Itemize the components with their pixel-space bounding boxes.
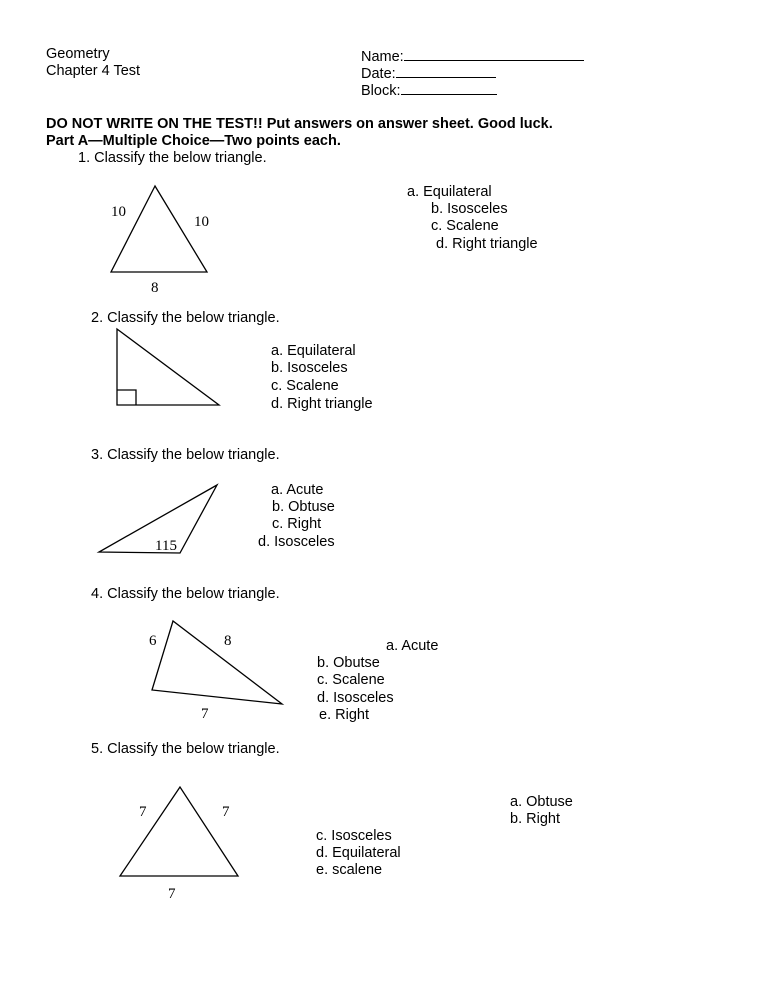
q5-side-label-right: 7 <box>222 804 230 820</box>
q4-choice-b: b. Obutse <box>317 655 380 671</box>
q4-choice-e: e. Right <box>319 707 369 723</box>
q1-side-label-right: 10 <box>194 214 209 230</box>
question-4-prompt: 4. Classify the below triangle. <box>91 586 280 602</box>
q3-choice-c: c. Right <box>272 516 322 532</box>
q2-choice-b: b. Isosceles <box>271 360 348 376</box>
test-title: Chapter 4 Test <box>46 63 141 79</box>
q5-side-label-left: 7 <box>139 804 147 820</box>
q4-side-label-bottom: 7 <box>201 706 209 722</box>
question-5-prompt: 5. Classify the below triangle. <box>91 741 280 757</box>
question-3-prompt: 3. Classify the below triangle. <box>91 447 280 463</box>
triangle-4 <box>152 621 282 704</box>
q5-side-label-bottom: 7 <box>168 886 176 902</box>
question-2-prompt: 2. Classify the below triangle. <box>91 310 280 326</box>
q3-choice-d: d. Isosceles <box>258 534 335 550</box>
triangle-2 <box>117 329 219 405</box>
q1-choice-d: d. Right triangle <box>436 236 538 252</box>
q4-choice-a: a. Acute <box>386 638 439 654</box>
block-label: Block: <box>361 83 401 99</box>
triangle-1 <box>111 186 207 272</box>
q4-side-label-right: 8 <box>224 633 232 649</box>
q5-choice-e: e. scalene <box>316 862 383 878</box>
part-a-heading: Part A—Multiple Choice—Two points each. <box>46 133 341 149</box>
q1-choice-c: c. Scalene <box>431 218 499 234</box>
q5-choice-b: b. Right <box>510 811 560 827</box>
triangle-5 <box>120 787 238 876</box>
question-1-prompt: 1. Classify the below triangle. <box>78 150 267 166</box>
q1-side-label-bottom: 8 <box>151 280 159 296</box>
q3-choice-a: a. Acute <box>271 482 324 498</box>
q1-side-label-left: 10 <box>111 204 126 220</box>
q5-choice-a: a. Obtuse <box>510 794 573 810</box>
instructions-line: DO NOT WRITE ON THE TEST!! Put answers on answer sheet. Good luck. <box>46 116 553 132</box>
q4-side-label-left: 6 <box>149 633 157 649</box>
q5-choice-d: d. Equilateral <box>316 845 401 861</box>
course-title: Geometry <box>46 46 110 62</box>
q2-choice-d: d. Right triangle <box>271 396 373 412</box>
q2-choice-c: c. Scalene <box>271 378 339 394</box>
date-label: Date: <box>361 66 396 82</box>
q4-choice-d: d. Isosceles <box>317 690 394 706</box>
q3-choice-b: b. Obtuse <box>272 499 335 515</box>
q1-choice-b: b. Isosceles <box>431 201 508 217</box>
q1-choice-a: a. Equilateral <box>407 184 492 200</box>
q5-choice-c: c. Isosceles <box>316 828 392 844</box>
right-angle-mark <box>117 390 136 405</box>
name-label: Name: <box>361 49 404 65</box>
q3-angle-label: 115 <box>155 538 177 554</box>
q4-choice-c: c. Scalene <box>317 672 385 688</box>
q2-choice-a: a. Equilateral <box>271 343 356 359</box>
